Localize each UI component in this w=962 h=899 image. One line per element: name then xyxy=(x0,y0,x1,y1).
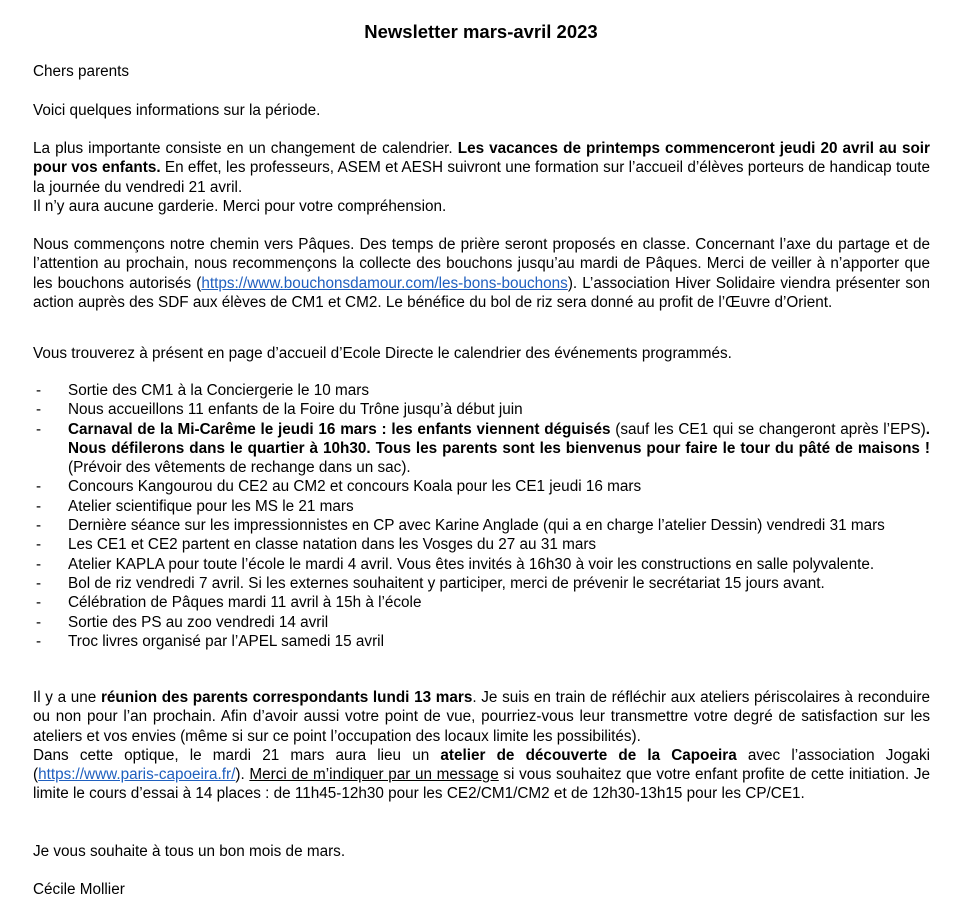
capoeira-association-text: avec l’association Jogaki ( xyxy=(33,746,931,784)
list-item-text: Concours Kangourou du CE2 au CM2 et concours Koala pour les CE1 jeudi 16 mars xyxy=(68,478,642,496)
closing-text: Je vous souhaite à tous un bon mois de mars. xyxy=(33,843,346,860)
calendar-change-text: La plus importante consiste en un changement de calendrier. xyxy=(33,140,458,157)
carnival-note: (sauf les CE1 qui se changeront après l’EPS) xyxy=(610,420,926,438)
intro-text: Voici quelques informations sur la période. xyxy=(33,102,321,119)
dash-bullet-icon: - xyxy=(36,517,42,535)
easter-text-start: Nous commençons notre chemin vers Pâques. Des temps de prière seront proposés en classe. Concernant l’axe du partage et de l’attention au prochain, nous recommençons la collecte des bouchons jusqu’au mardi de Pâques. Merci de veiller à n’apporter que les bouchons autorisés ( xyxy=(33,236,930,292)
list-item xyxy=(33,516,930,535)
list-item xyxy=(33,613,930,632)
dash-bullet-icon: - xyxy=(36,536,42,554)
list-item xyxy=(33,381,930,400)
list-item xyxy=(33,477,930,496)
training-text: En effet, les professeurs, ASEM et AESH suivront une formation sur l’accueil d’élèves porteurs de handicap toute la journée du vendredi 21 avril. xyxy=(33,159,930,196)
dash-bullet-icon: - xyxy=(36,478,42,496)
capoeira-text-end: si vous souhaitez que votre enfant profite de cette initiation. Je limite le cours d’essai à 14 places : de 11h45-12h30 pour les CE2/CM1/CM2 et de 12h30-13h15 pour les CP/CE1. xyxy=(33,766,930,803)
list-item-text: Bol de riz vendredi 7 avril. Si les externes souhaitent y participer, merci de prévenir le secrétariat 15 jours avant. xyxy=(68,574,825,592)
dash-bullet-icon: - xyxy=(36,555,42,573)
list-item xyxy=(33,400,930,419)
capoeira-link[interactable]: https://www.paris-capoeira.fr/ xyxy=(38,766,236,784)
signature: Cécile Mollier xyxy=(33,881,125,898)
list-item-text: Atelier KAPLA pour toute l’école le mardi 4 avril. Vous êtes invités à 16h30 à voir les constructions en salle polyvalente. xyxy=(68,555,875,573)
list-item xyxy=(33,593,930,612)
meeting-bold-text: réunion des parents correspondants lundi 13 mars xyxy=(100,689,473,706)
list-item xyxy=(33,535,930,554)
list-item-text: Troc livres organisé par l’APEL samedi 15 avril xyxy=(68,632,384,650)
dash-bullet-icon: - xyxy=(36,613,42,631)
list-item-text: Sortie des CM1 à la Conciergerie le 10 mars xyxy=(68,382,369,399)
list-item xyxy=(33,420,930,478)
dash-bullet-icon: - xyxy=(36,401,42,419)
list-item xyxy=(33,497,930,516)
no-daycare-text: Il n’y aura aucune garderie. Merci pour votre compréhension. xyxy=(33,197,447,215)
calendar-change-paragraph xyxy=(33,139,930,216)
parade-note: (Prévoir des vêtements de rechange dans un sac). xyxy=(68,459,411,477)
list-item-text: Nous accueillons 11 enfants de la Foire du Trône jusqu’à début juin xyxy=(68,401,523,419)
meeting-text-start: Il y a une xyxy=(33,689,101,706)
list-item-text: Sortie des PS au zoo vendredi 14 avril xyxy=(68,613,329,631)
bouchons-link[interactable]: https://www.bouchonsdamour.com/les-bons-bouchons xyxy=(201,274,568,292)
list-item xyxy=(33,574,930,593)
easter-paragraph xyxy=(33,235,930,312)
vacation-announcement: Les vacances de printemps commenceront jeudi 20 avril au soir pour vos enfants. xyxy=(33,140,930,177)
dash-bullet-icon: - xyxy=(36,574,42,592)
capoeira-text-start: Dans cette optique, le mardi 21 mars aura lieu un xyxy=(33,746,441,764)
capoeira-bold-text: atelier de découverte de la Capoeira xyxy=(440,746,737,764)
dash-bullet-icon: - xyxy=(36,420,42,438)
parents-meeting-paragraph xyxy=(33,688,930,804)
easter-text-end: ). L’association Hiver Solidaire viendra présenter son action auprès des SDF aux élèves de CM1 et CM2. Le bénéfice du bol de riz sera donné au profit de l’Œuvre d’Orient. xyxy=(33,274,930,311)
newsletter-title: Newsletter mars-avril 2023 xyxy=(364,21,598,42)
message-request-text: Merci de m’indiquer par un message xyxy=(249,766,499,784)
list-item xyxy=(33,632,930,651)
list-item xyxy=(33,555,930,574)
list-item-text: Atelier scientifique pour les MS le 21 mars xyxy=(68,497,354,515)
parade-bold-text: . Nous défilerons dans le quartier à 10h30. Tous les parents sont les bienvenus pour faire le tour du pâté de maisons ! xyxy=(68,420,930,457)
dash-bullet-icon: - xyxy=(36,497,42,515)
greeting: Chers parents xyxy=(33,63,130,80)
capoeira-link-close: ). xyxy=(235,766,250,784)
dash-bullet-icon: - xyxy=(36,382,42,399)
calendar-info-text: Vous trouverez à présent en page d’accueil d’Ecole Directe le calendrier des événements programmés. xyxy=(33,345,732,362)
list-item-text: Célébration de Pâques mardi 11 avril à 15h à l’école xyxy=(68,594,422,612)
list-item-text: Les CE1 et CE2 partent en classe natation dans les Vosges du 27 au 31 mars xyxy=(68,536,597,554)
carnival-bold-text: Carnaval de la Mi-Carême le jeudi 16 mars : les enfants viennent déguisés xyxy=(68,420,611,438)
meeting-text-end: . Je suis en train de réfléchir aux ateliers périscolaires à reconduire ou non pour l’an prochain. Afin d’avoir aussi votre point de vue, pourriez-vous leur transmettre votre degré de satisfaction sur les ateliers et vos envies (même si sur ce point l’occupation des locaux limite les possibilités). xyxy=(33,689,931,745)
dash-bullet-icon: - xyxy=(36,632,42,650)
list-item-text: Dernière séance sur les impressionnistes en CP avec Karine Anglade (qui a en charge l’atelier Dessin) vendredi 31 mars xyxy=(68,517,885,535)
events-list xyxy=(33,381,930,651)
dash-bullet-icon: - xyxy=(36,594,42,612)
